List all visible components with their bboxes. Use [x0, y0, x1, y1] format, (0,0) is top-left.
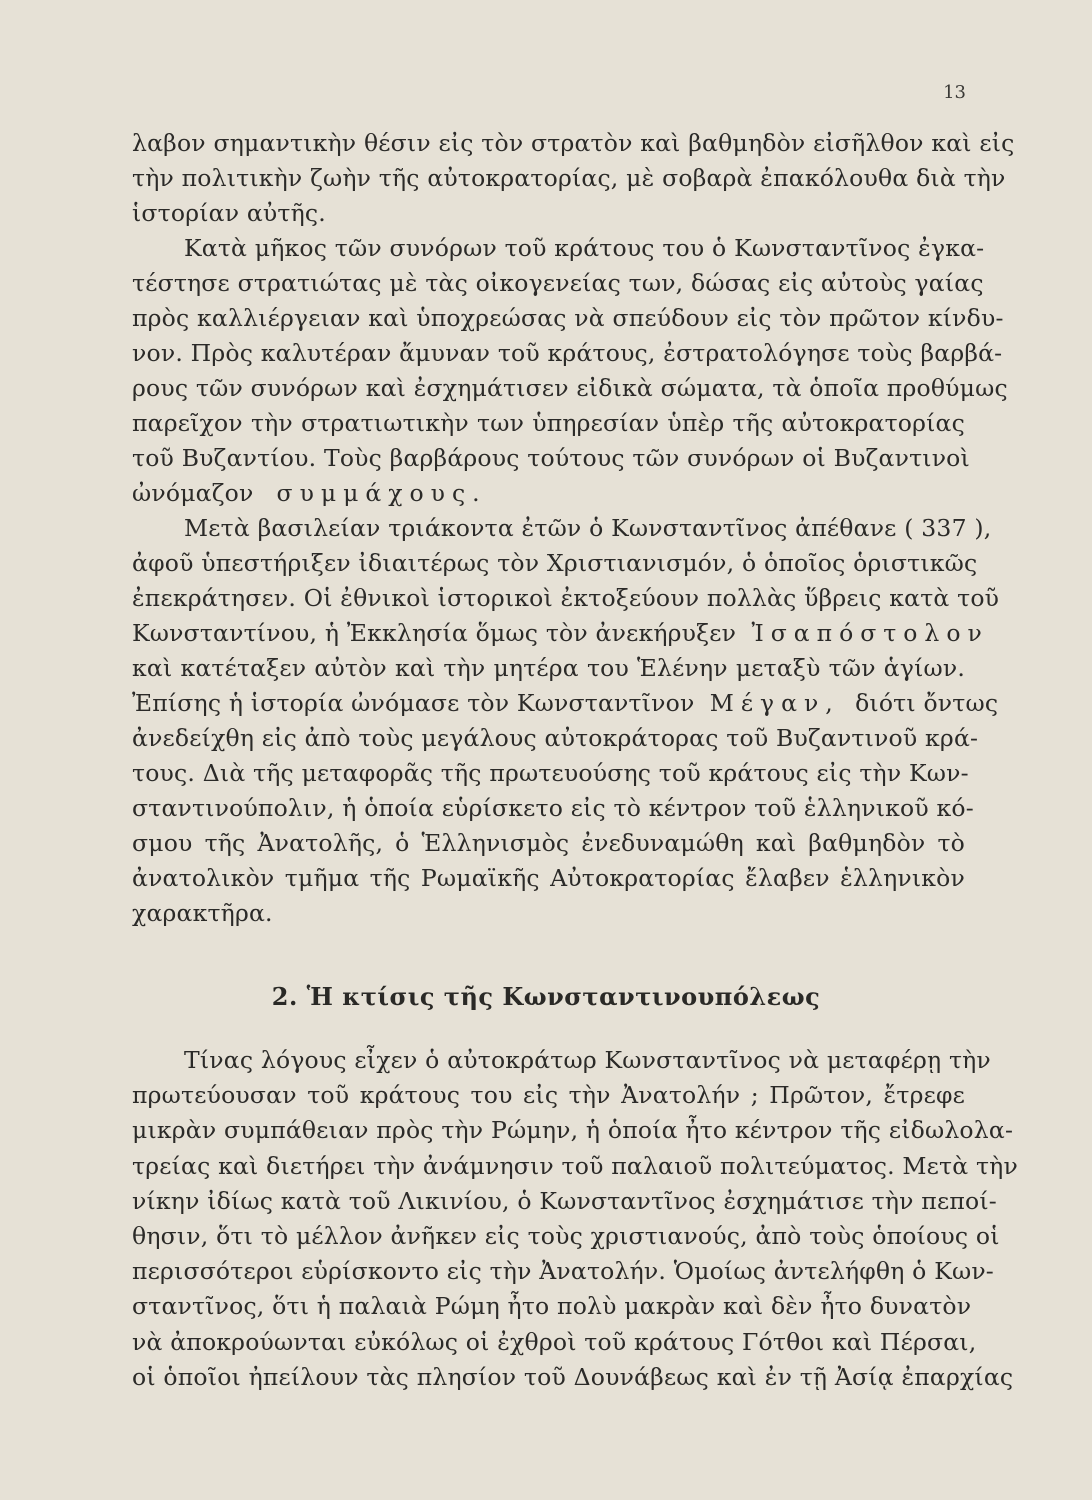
text-line: περισσότεροι εὑρίσκοντο εἰς τὴν Ἀνατολήν. Ὁμοίως ἀντελήφθη ὁ Κων-: [132, 1257, 994, 1286]
text-line: σμου τῆς Ἀνατολῆς, ὁ Ἑλληνισμὸς ἐνεδυναμώθη καὶ βαθμηδὸν τὸ: [132, 829, 965, 857]
text-line: πρωτεύουσαν τοῦ κράτους του εἰς τὴν Ἀνατολήν ; Πρῶτον, ἔτρεφε: [132, 1081, 965, 1110]
text-line: παρεῖχον τὴν στρατιωτικὴν των ὑπηρεσίαν ὑπὲρ τῆς αὐτοκρατορίας: [132, 409, 965, 437]
spaced-emphasis: Μέγαν,: [709, 689, 840, 717]
text-line: θησιν, ὅτι τὸ μέλλον ἀνῆκεν εἰς τοὺς χριστιανούς, ἀπὸ τοὺς ὁποίους οἱ: [132, 1222, 1000, 1251]
text-line: καὶ κατέταξεν αὐτὸν καὶ τὴν μητέρα του Ἑλένην μεταξὺ τῶν ἁγίων.: [132, 654, 965, 682]
text-line: ἀνεδείχθη εἰς ἀπὸ τοὺς μεγάλους αὐτοκράτορας τοῦ Βυζαντινοῦ κρά-: [132, 724, 979, 752]
text-line: οἱ ὁποῖοι ἠπείλουν τὰς πλησίον τοῦ Δουνάβεως καὶ ἐν τῇ Ἀσίᾳ ἐπαρχίας: [132, 1362, 1014, 1391]
text-line: τους. Διὰ τῆς μεταφορᾶς τῆς πρωτευούσης τοῦ κράτους εἰς τὴν Κων-: [132, 759, 969, 787]
text-line: χαρακτῆρα.: [132, 899, 273, 927]
text-line: τρείας καὶ διετήρει τὴν ἀνάμνησιν τοῦ παλαιοῦ πολιτεύματος. Μετὰ τὴν: [132, 1151, 1018, 1180]
text-line: νον. Πρὸς καλυτέραν ἄμυναν τοῦ κράτους, ἐστρατολόγησε τοὺς βαρβά-: [132, 339, 1003, 367]
text-line: τὴν πολιτικὴν ζωὴν τῆς αὐτοκρατορίας, μὲ σοβαρὰ ἐπακόλουθα διὰ τὴν: [132, 164, 1006, 192]
body-text: [132, 126, 1015, 931]
section-text: [132, 1043, 1018, 1395]
text-line: [132, 476, 965, 511]
text-line: λαβον σημαντικὴν θέσιν εἰς τὸν στρατὸν καὶ βαθμηδὸν εἰσῆλθον καὶ εἰς: [132, 129, 1015, 157]
page-number: 13: [943, 82, 966, 103]
text-line: Κατὰ μῆκος τῶν συνόρων τοῦ κράτους του ὁ Κωνσταντῖνος ἐγκα-: [184, 234, 985, 262]
spaced-emphasis: συμμάχους.: [276, 479, 487, 507]
spaced-emphasis: Ἰσαπόστολον: [751, 619, 989, 647]
text-line: Τίνας λόγους εἶχεν ὁ αὐτοκράτωρ Κωνσταντῖνος νὰ μεταφέρῃ τὴν: [184, 1046, 991, 1074]
text-fragment: Ἐπίσης ἡ ἱστορία ὠνόμασε τὸν Κωνσταντῖνον: [132, 689, 695, 717]
text-line: σταντινούπολιν, ἡ ὁποία εὑρίσκετο εἰς τὸ κέντρον τοῦ ἑλληνικοῦ κό-: [132, 794, 974, 822]
text-fragment: διότι ὄντως: [855, 689, 999, 717]
text-fragment: ὠνόμαζον: [132, 479, 254, 507]
section-heading: 2. Ἡ κτίσις τῆς Κωνσταντινουπόλεως: [271, 982, 821, 1011]
text-line: Μετὰ βασιλείαν τριάκοντα ἐτῶν ὁ Κωνσταντῖνος ἀπέθανε ( 337 ),: [184, 514, 992, 542]
text-line: ἱστορίαν αὐτῆς.: [132, 199, 326, 227]
text-line: νίκην ἰδίως κατὰ τοῦ Λικινίου, ὁ Κωνσταντῖνος ἐσχημάτισε τὴν πεποί-: [132, 1186, 997, 1215]
text-line: [132, 686, 999, 721]
text-line: τοῦ Βυζαντίου. Τοὺς βαρβάρους τούτους τῶν συνόρων οἱ Βυζαντινοὶ: [132, 444, 970, 472]
text-line: μικρὰν συμπάθειαν πρὸς τὴν Ρώμην, ἡ ὁποία ἦτο κέντρον τῆς εἰδωλολα-: [132, 1116, 1014, 1145]
text-line: σταντῖνος, ὅτι ἡ παλαιὰ Ρώμη ἦτο πολὺ μακρὰν καὶ δὲν ἦτο δυνατὸν: [132, 1292, 972, 1321]
text-line: νὰ ἀποκρούωνται εὐκόλως οἱ ἐχθροὶ τοῦ κράτους Γότθοι καὶ Πέρσαι,: [132, 1327, 977, 1356]
text-line: πρὸς καλλιέργειαν καὶ ὑποχρεώσας νὰ σπεύδουν εἰς τὸν πρῶτον κίνδυ-: [132, 304, 1004, 332]
text-line: ρους τῶν συνόρων καὶ ἐσχημάτισεν εἰδικὰ σώματα, τὰ ὁποῖα προθύμως: [132, 374, 1008, 402]
text-line: ἀνατολικὸν τμῆμα τῆς Ρωμαϊκῆς Αὐτοκρατορίας ἔλαβεν ἑλληνικὸν: [132, 864, 965, 892]
text-line: τέστησε στρατιώτας μὲ τὰς οἰκογενείας των, δώσας εἰς αὐτοὺς γαίας: [132, 269, 984, 297]
text-line: [132, 616, 989, 651]
text-line: ἀφοῦ ὑπεστήριξεν ἰδιαιτέρως τὸν Χριστιανισμόν, ὁ ὁποῖος ὁριστικῶς: [132, 549, 978, 577]
text-fragment: Κωνσταντίνου, ἡ Ἐκκλησία ὅμως τὸν ἀνεκήρυξεν: [132, 619, 737, 647]
text-line: ἐπεκράτησεν. Οἱ ἐθνικοὶ ἱστορικοὶ ἐκτοξεύουν πολλὰς ὕβρεις κατὰ τοῦ: [132, 584, 1000, 612]
